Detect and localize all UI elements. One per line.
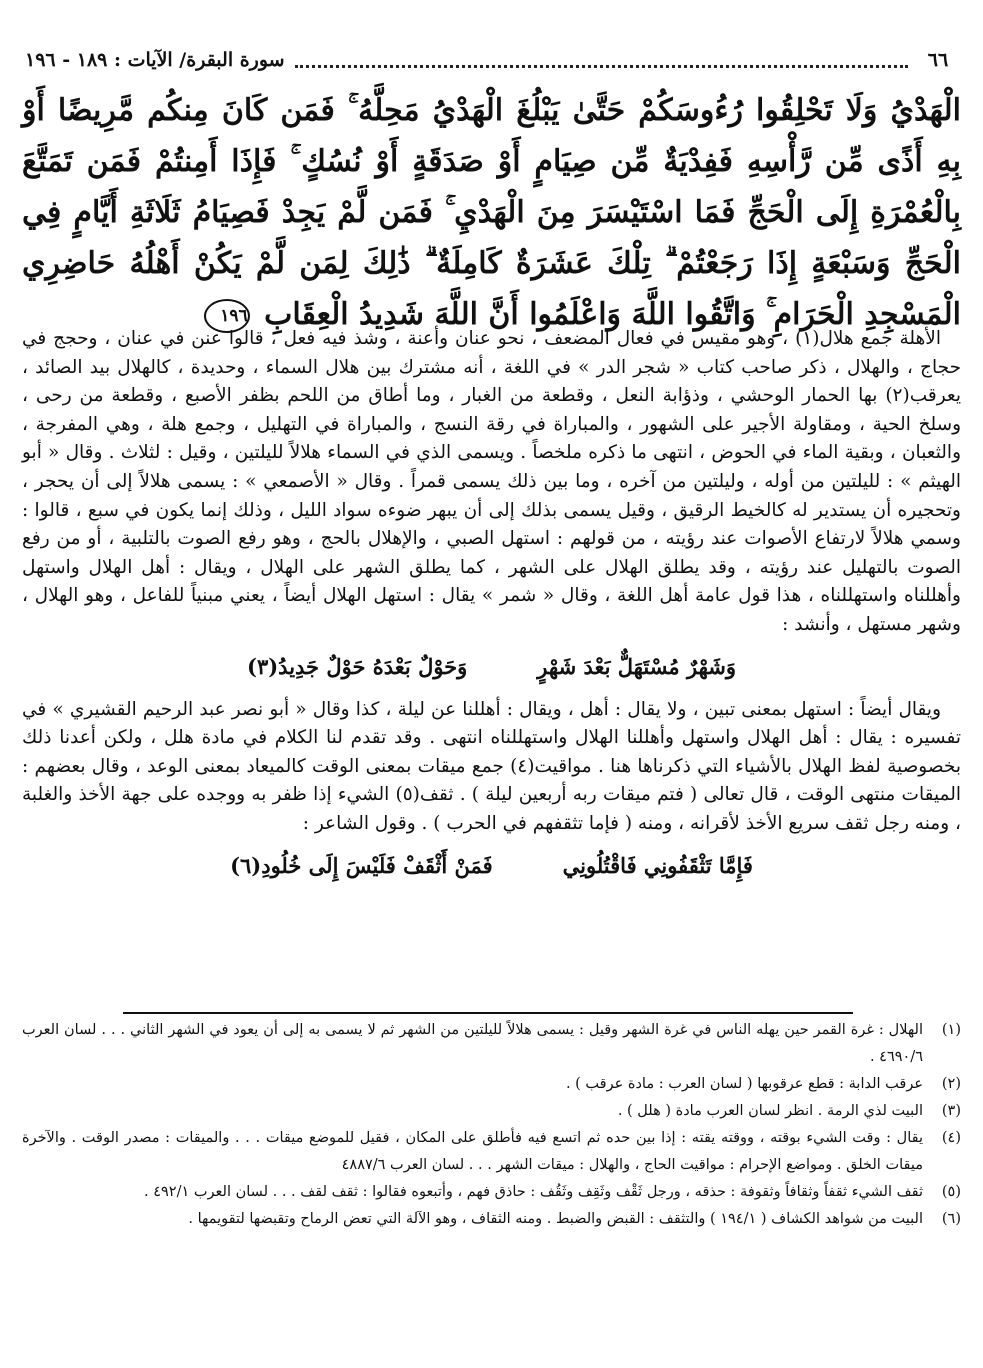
footnote-item [22, 1179, 961, 1206]
footnote-number: (٣) [941, 1103, 961, 1119]
footnote-separator [123, 1012, 853, 1014]
footnote-item [22, 1017, 961, 1071]
footnote-number: (٥) [941, 1184, 961, 1200]
footnote-item [22, 1206, 961, 1233]
footnote-item [22, 1071, 961, 1098]
commentary-body [22, 325, 961, 895]
footnote-text: عرقب الدابة : قطع عرقوبها ( لسان العرب : مادة عرقب ) . [565, 1076, 923, 1092]
poem-verse-1 [22, 652, 961, 682]
footnote-number: (٢) [941, 1076, 961, 1092]
footnote-item [22, 1098, 961, 1125]
commentary-paragraph-1: الأهلة جمع هلال(١) ، وهو مقيس في فعال المضعف ، نحو عنان وأعنة ، وشذ فيه فعل ، قالوا عنن في عنان ، وحجج في حجاج ، والهلال ، ذكر صاحب كتاب « شجر الدر » في اللغة ، أنه مشترك بين هلال السماء ، وحديدة ، كالهلال بيد الصائد ، يعرقب(٢) بها الحمار الوحشي ، وذؤابة النعل ، وقطعة من الغبار ، وما أطاق من اللحم بظفر الأصبع ، وقطعة من رحى ، وسلخ الحية ، ومقاولة الأجير على الشهور ، والمباراة في رقة النسج ، والمباراة في التهليل ، وجمع هلة ، وهي المفرجة ، والثعبان ، وبقية الماء في الحوض ، انتهى ما ذكره ملخصاً . ويسمى الذي في السماء هلالاً لليلتين ، وقيل : لثلاث . وقال « أبو الهيثم » : لليلتين من أوله ، وليلتين من آخره ، وما بين ذلك يسمى قمراً . وقال « الأصمعي » : يسمى هلالاً إلى أن يحجر ، وتحجيره أن يستدير له كالخيط الرقيق ، وقيل يسمى بذلك إلى أن يبهر ضوءه سواد الليل ، وذلك إنما يكون في سبع ، قالوا : وسمي هلالاً لارتفاع الأصوات عند رؤيته ، من قولهم : استهل الصبي ، والإهلال بالحج ، وهو رفع الصوت بالتلبية ، أو من رفع الصوت بالتهليل عند رؤيته ، وقد يطلق الهلال على الشهر ، كما يطلق الشهر على الهلال ، ويقال : أهل الهلال واستهل وأهللناه واستهللناه ، هذا قول عامة أهل اللغة ، وقال « شمر » يقال : استهل الهلال أيضاً ، يعني مبنياً للفاعل ، وهو الهلال ، وشهر مستهل ، وأنشد : [22, 328, 961, 635]
poem-2-first-hemistich: فَإِمَّا تَثْقَفُونِي فَاقْتُلُونِي [562, 852, 753, 878]
footnote-text: البيت لذي الرمة . انظر لسان العرب مادة ( هلل ) . [617, 1103, 923, 1119]
poem-1-first-hemistich: وَشَهْرٌ مُسْتَهَلٌّ بَعْدَ شَهْرٍ [537, 653, 736, 679]
footnote-number: (١) [941, 1022, 961, 1038]
poem-2-second-hemistich: فَمَنْ أَثْقَفْ فَلَيْسَ إِلَى خُلُودِ(٦) [230, 852, 493, 878]
footnote-item [22, 1125, 961, 1179]
page-header [25, 40, 958, 80]
footnote-number: (٤) [941, 1130, 961, 1146]
quran-verse [22, 85, 961, 332]
footnote-number: (٦) [941, 1211, 961, 1227]
footnote-text: الهلال : غرة القمر حين يهله الناس في غرة الشهر وقيل : يسمى هلالاً لليلتين من الشهر ثم لا يسمى به إلى أن يعود في الشهر الثاني . . . لسان العرب ٤٦٩٠/٦ . [22, 1022, 923, 1065]
ayah-number-marker: ١٩٦ [204, 299, 250, 333]
footnote-text: ثقف الشيء ثقفاً وثقافاً وثقوفة : حذقه ، ورجل ثَقْف وثَقِف وثَقُف : حاذق فهم ، وأتبعوه فقالوا : ثقف لقف . . . لسان العرب ٤٩٢/١ . [144, 1184, 923, 1200]
commentary-paragraph-2: ويقال أيضاً : استهل بمعنى تبين ، ولا يقال : أهل ، ويقال : أهللنا عن ليلة ، كذا وقال « أبو نصر عبد الرحيم القشيري » في تفسيره : يقال : أهل الهلال واستهل وأهللنا الهلال واستهللناه انتهى . وقد تقدم لنا الكلام في مادة هلل ، ولكن أعدنا ذلك بخصوصية لفظ الهلال بالأشياء التي ذكرناها هنا . مواقيت(٤) جمع ميقات بمعنى الوقت كالميعاد بمعنى الوعد ، وقال بعضهم : الميقات منتهى الوقت ، قال تعالى ( فتم ميقات ربه أربعين ليلة ) . ثقف(٥) الشيء إذا ظفر به ووجده على جهة الأخذ والغلبة ، ومنه رجل ثقف سريع الأخذ لأقرانه ، ومنه ( فإما تثقفهم في الحرب ) . وقول الشاعر : [22, 698, 962, 834]
footnotes [22, 1017, 961, 1233]
poem-verse-2 [22, 851, 961, 881]
page-number: ٦٦ [927, 49, 949, 71]
footnote-text: البيت من شواهد الكشاف ( ١٩٤/١ ) والتثقف : القبض والضبط . ومنه الثقاف ، وهو الآلة التي تعض الرماح وتقبضها لتقويمها . [188, 1211, 923, 1227]
footnote-text: يقال : وقت الشيء بوقته ، ووقته يقته : إذا بين حده ثم اتسع فيه فأطلق على المكان ، فقيل للموضع ميقات . . . والميقات : مصدر الوقت . والآخرة ميقات الخلق . ومواضع الإحرام : مواقيت الحاج ، والهلال : ميقات الشهر . . . لسان العرب ٤٨٨٧/٦ [22, 1130, 923, 1173]
running-title: سورة البقرة/ الآيات : ١٨٩ - ١٩٦ [25, 49, 285, 71]
poem-1-second-hemistich: وَحَوْلٌ بَعْدَهُ حَوْلٌ جَدِيدُ(٣) [247, 653, 468, 679]
verse-text: الْهَدْيُ وَلَا تَحْلِقُوا رُءُوسَكُمْ حَتَّىٰ يَبْلُغَ الْهَدْيُ مَحِلَّهُ ۚ فَمَن كَانَ مِنكُم مَّرِيضًا أَوْ بِهِ أَذًى مِّن رَّأْسِهِ فَفِدْيَةٌ مِّن صِيَامٍ أَوْ صَدَقَةٍ أَوْ نُسُكٍ ۚ فَإِذَا أَمِنتُمْ فَمَن تَمَتَّعَ بِالْعُمْرَةِ إِلَى الْحَجِّ فَمَا اسْتَيْسَرَ مِنَ الْهَدْيِ ۚ فَمَن لَّمْ يَجِدْ فَصِيَامُ ثَلَاثَةِ أَيَّامٍ فِي الْحَجِّ وَسَبْعَةٍ إِذَا رَجَعْتُمْ ۗ تِلْكَ عَشَرَةٌ كَامِلَةٌ ۗ ذَٰلِكَ لِمَن لَّمْ يَكُنْ أَهْلُهُ حَاضِرِي الْمَسْجِدِ الْحَرَامِ ۚ وَاتَّقُوا اللَّهَ وَاعْلَمُوا أَنَّ اللَّهَ شَدِيدُ الْعِقَابِ [22, 93, 961, 332]
dotted-leader [295, 65, 908, 68]
